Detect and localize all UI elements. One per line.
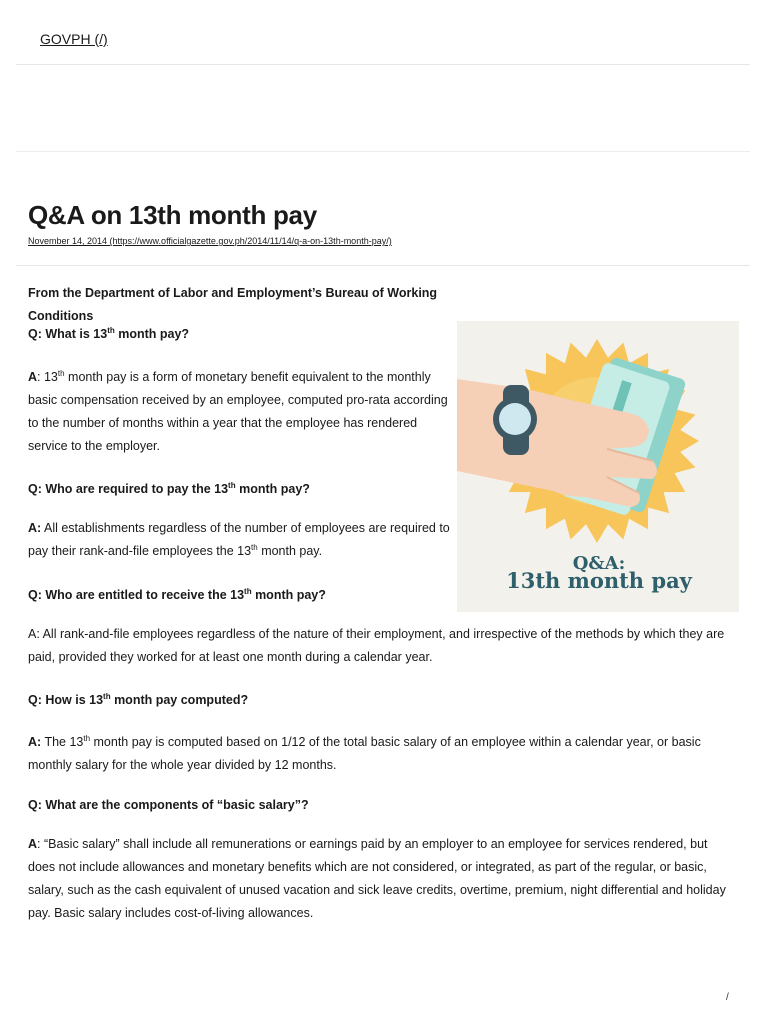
- article-source: From the Department of Labor and Employment’s Bureau of Working Conditions: [28, 286, 438, 323]
- govph-link[interactable]: GOVPH (/): [40, 31, 108, 47]
- image-caption-line1: Q&A:: [572, 553, 626, 574]
- question-3: Q: Who are entitled to receive the 13th month pay?: [28, 587, 326, 602]
- answer-2: A: All establishments regardless of the number of employees are required to pay their rank-and-file employees the 13th month pay.: [28, 521, 450, 558]
- article-illustration: [457, 321, 739, 612]
- question-5: Q: What are the components of “basic salary”?: [28, 798, 309, 812]
- question-1: Q: What is 13th month pay?: [28, 326, 190, 341]
- answer-1: A: 13th month pay is a form of monetary benefit equivalent to the monthly basic compensation received by an employee, computed pro-rata according to the number of months within a year that the employee has rendered service to the employer.: [28, 369, 448, 453]
- answer-3: A: All rank-and-file employees regardless of the nature of their employment, and irrespective of the methods by which they are paid, provided they worked for at least one month during a calendar year.: [28, 627, 725, 664]
- page-marker: /: [726, 992, 729, 1003]
- ad-space: [16, 65, 750, 152]
- question-4: Q: How is 13th month pay computed?: [28, 692, 249, 707]
- image-caption-line2: 13th month pay: [506, 568, 692, 593]
- article-date-link[interactable]: November 14, 2014 (https://www.officialgazette.gov.ph/2014/11/14/q-a-on-13th-month-pay/): [28, 236, 392, 246]
- top-navigation: [16, 0, 750, 65]
- divider: [16, 265, 750, 266]
- article-title: Q&A on 13th month pay: [28, 200, 317, 230]
- question-2: Q: Who are required to pay the 13th month pay?: [28, 481, 310, 496]
- answer-5: A: “Basic salary” shall include all remunerations or earnings paid by an employer to an employee for services rendered, but does not include allowances and monetary benefits which are not considered, or integrated, as part of the regular, or basic, salary, such as the cash equivalent of unused vacation and sick leave credits, overtime, premium, night differential and holiday pay. Basic salary includes cost-of-living allowances.: [28, 837, 726, 920]
- answer-4: A: The 13th month pay is computed based on 1/12 of the total basic salary of an employee within a calendar year, or basic monthly salary for the whole year divided by 12 months.: [28, 734, 701, 772]
